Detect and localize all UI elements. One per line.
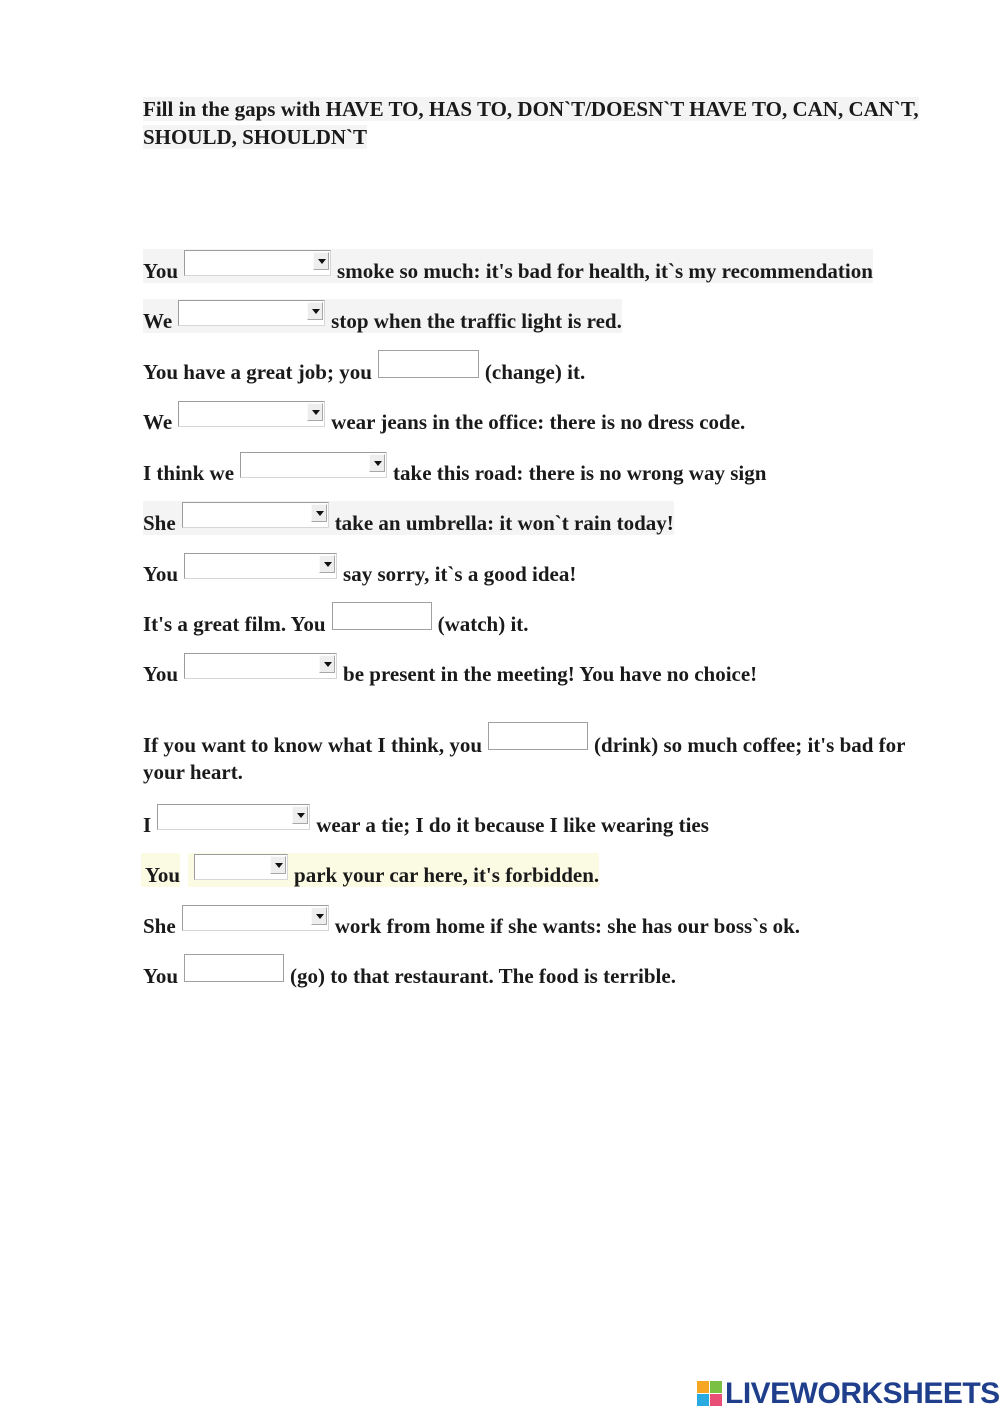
answer-select-6[interactable]: [182, 502, 329, 528]
answer-select-12[interactable]: [194, 854, 288, 880]
highlight-gap: [180, 853, 188, 887]
chevron-down-icon[interactable]: [311, 907, 327, 925]
sentence-10-after: (drink) so much coffee; it's bad for your heart.: [143, 733, 906, 784]
chevron-down-icon[interactable]: [311, 504, 327, 522]
liveworksheets-logo: [697, 1378, 1000, 1410]
sentence-12: [141, 853, 599, 887]
sentence-8-before: It's a great film. You: [143, 612, 326, 636]
chevron-down-icon[interactable]: [307, 403, 323, 421]
sentence-10: [143, 722, 923, 786]
answer-input-14[interactable]: [184, 954, 284, 982]
instructions: [143, 95, 923, 151]
sentence-6-after: take an umbrella: it won`t rain today!: [334, 511, 674, 535]
answer-select-7[interactable]: [184, 553, 337, 579]
sentence-11: [143, 803, 709, 837]
sentence-1: [143, 249, 873, 283]
sentence-14: [143, 954, 676, 988]
sentence-9-before: You: [143, 662, 179, 686]
logo-text: LIVEWORKSHEETS: [725, 1377, 1000, 1410]
sentence-6-before: She: [143, 511, 176, 535]
sentence-10-before: If you want to know what I think, you: [143, 733, 483, 757]
answer-select-11[interactable]: [157, 804, 310, 830]
sentence-13-after: work from home if she wants: she has our boss`s ok.: [334, 914, 801, 938]
sentence-9-after: be present in the meeting! You have no choice!: [343, 662, 758, 686]
sentence-3-after: (change) it.: [484, 360, 586, 384]
sentence-13: [143, 904, 800, 938]
sentence-1-before: You: [143, 259, 179, 283]
chevron-down-icon[interactable]: [270, 856, 286, 874]
chevron-down-icon[interactable]: [307, 302, 323, 320]
sentence-5: [143, 451, 766, 485]
sentence-12-before: You: [145, 863, 181, 887]
sentence-14-after: (go) to that restaurant. The food is terrible.: [290, 964, 676, 988]
chevron-down-icon[interactable]: [313, 252, 329, 270]
chevron-down-icon[interactable]: [369, 454, 385, 472]
sentence-5-after: take this road: there is no wrong way sign: [393, 461, 767, 485]
sentence-12-after: park your car here, it's forbidden.: [294, 863, 600, 887]
chevron-down-icon[interactable]: [319, 655, 335, 673]
sentence-6: [143, 501, 674, 535]
answer-input-8[interactable]: [332, 602, 432, 630]
chevron-down-icon[interactable]: [319, 555, 335, 573]
instructions-text: Fill in the gaps with HAVE TO, HAS TO, DON`T/DOESN`T HAVE TO, CAN, CAN`T, SHOULD, SHOULDN`T: [143, 97, 919, 149]
answer-select-5[interactable]: [240, 452, 387, 478]
answer-select-9[interactable]: [184, 653, 337, 679]
sentence-7-before: You: [143, 562, 179, 586]
sentence-4: [143, 400, 745, 434]
sentence-3: [143, 350, 585, 384]
answer-select-1[interactable]: [184, 250, 331, 276]
sentence-5-before: I think we: [143, 461, 235, 485]
answer-select-4[interactable]: [178, 401, 325, 427]
sentence-3-before: You have a great job; you: [143, 360, 372, 384]
answer-select-13[interactable]: [182, 905, 329, 931]
logo-mark-icon: [697, 1381, 723, 1407]
sentence-11-before: I: [143, 813, 152, 837]
sentence-13-before: She: [143, 914, 176, 938]
answer-input-10[interactable]: [488, 722, 588, 750]
answer-input-3[interactable]: [378, 350, 479, 378]
sentence-4-before: We: [143, 410, 173, 434]
sentence-11-after: wear a tie; I do it because I like wearing ties: [316, 813, 709, 837]
sentence-7: [143, 552, 576, 586]
sentence-1-after: smoke so much: it's bad for health, it`s my recommendation: [337, 259, 873, 283]
sentence-2: [143, 299, 622, 333]
sentence-2-before: We: [143, 309, 173, 333]
sentence-7-after: say sorry, it`s a good idea!: [343, 562, 577, 586]
chevron-down-icon[interactable]: [292, 806, 308, 824]
sentence-9: [143, 652, 757, 686]
sentence-4-after: wear jeans in the office: there is no dress code.: [331, 410, 746, 434]
answer-select-2[interactable]: [178, 300, 325, 326]
sentence-2-after: stop when the traffic light is red.: [331, 309, 622, 333]
sentence-8: [143, 602, 529, 636]
sentence-14-before: You: [143, 964, 179, 988]
sentence-8-after: (watch) it.: [437, 612, 529, 636]
